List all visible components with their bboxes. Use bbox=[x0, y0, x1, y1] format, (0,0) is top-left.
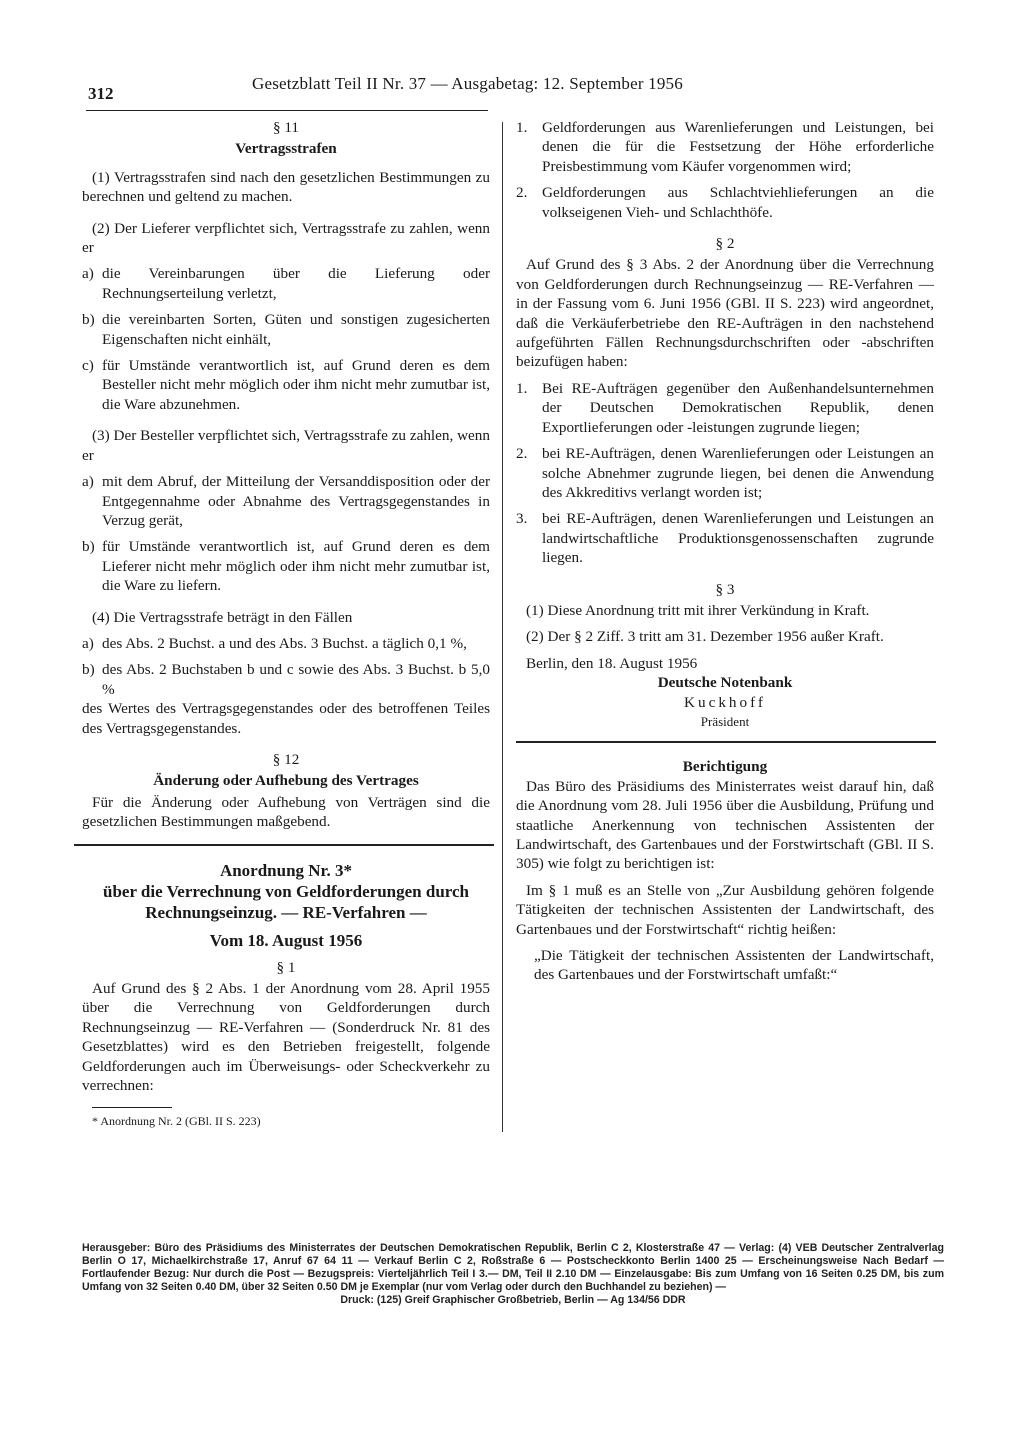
signer-name: Kuckhoff bbox=[684, 693, 766, 711]
item-label: 1. bbox=[516, 119, 528, 136]
item-label: a) bbox=[82, 473, 94, 491]
item-text: die Vereinbarungen über die Lieferung oder Rechnungserteilung verletzt, bbox=[102, 265, 490, 302]
list-item bbox=[82, 310, 490, 349]
ordinance-subtitle: über die Verrechnung von Geldforderungen durch Rechnungseinzug. — RE-Verfahren — bbox=[102, 881, 470, 922]
ordinance-section-1-number: § 1 bbox=[276, 958, 296, 976]
item-label: 2. bbox=[516, 445, 528, 463]
section-11-number: § 11 bbox=[272, 119, 299, 136]
impressum bbox=[82, 1242, 944, 1307]
correction-paragraph-1: Das Büro des Präsidiums des Ministerrates weist darauf hin, daß die Anordnung vom 28. Juli 1956 über die Ausbildung, Prüfung und staatliche Anerkennung von technischen Assistenten der Landwirtschaft, des Gartenbaues und der Forstwirtschaft (GBl. II S. 305) wie folgt zu berichtigen ist: bbox=[516, 777, 934, 873]
section-divider bbox=[74, 844, 494, 846]
section-12-title: Änderung oder Aufhebung des Vertrages bbox=[153, 772, 419, 790]
impressum-print-note: Druck: (125) Greif Graphischer Großbetrieb, Berlin — Ag 134/56 DDR bbox=[340, 1294, 686, 1306]
correction-quote: „Die Tätigkeit der technischen Assistenten der Landwirtschaft, des Gartenbaues und der Forstwirtschaft umfaßt:“ bbox=[534, 947, 934, 984]
right-column bbox=[516, 118, 934, 985]
item-label: a) bbox=[82, 265, 94, 283]
correction-title: Berichtigung bbox=[682, 758, 768, 776]
item-text: Geldforderungen aus Warenlieferungen und Leistungen, bei denen die für die Festsetzung der Höhe erforderliche Preisbestimmung vom Käufer vorgenommen wird; bbox=[542, 119, 934, 175]
ordinance-section-1-text: Auf Grund des § 2 Abs. 1 der Anordnung vom 28. April 1955 über die Verrechnung von Geldforderungen durch Rechnungseinzug — RE-Verfahren — (Sonderdruck Nr. 81 des Gesetzblattes) wird es den Betrieben freigestellt, folgende Geldforderungen auch im Überweisungs- oder Scheckverkehr zu verrechnen: bbox=[82, 980, 490, 1095]
item-label: b) bbox=[82, 538, 95, 556]
item-text: Geldforderungen aus Schlachtviehlieferungen an die volkseigenen Vieh- und Schlachthöfe. bbox=[542, 184, 934, 221]
header-rule bbox=[86, 110, 488, 111]
item-label: b) bbox=[82, 661, 95, 679]
footnote-rule bbox=[92, 1107, 172, 1108]
list-item bbox=[516, 509, 934, 567]
item-text: des Abs. 2 Buchstaben b und c sowie des Abs. 3 Buchst. b 5,0 % bbox=[102, 661, 490, 698]
list-item bbox=[82, 537, 490, 595]
column-divider bbox=[502, 122, 503, 1132]
item-text: die vereinbarten Sorten, Güten und sonstigen zugesicherten Eigenschaften nicht einhält, bbox=[102, 311, 490, 348]
item-label: 1. bbox=[516, 379, 528, 397]
impressum-text: Herausgeber: Büro des Präsidiums des Ministerrates der Deutschen Demokratischen Republik, Berlin C 2, Klosterstraße 47 — Verlag: (4) VEB Deutscher Zentralverlag Berlin O 17, Michaelkirchstraße 17, Anruf 67 64 11 — Verkauf Berlin C 2, Roßstraße 6 — Postscheckkonto Berlin 1400 25 — Erscheinungsweise Nach Bedarf — Fortlaufender Bezug: Nur durch die Post — Bezugspreis: Vierteljährlich Teil I 3.— DM, Teil II 2.10 DM — Einzelausgabe: Bis zum Umfang von 16 Seiten 0.25 DM, bis zum Umfang von 32 Seiten 0.40 DM, über 32 Seiten 0.50 DM je Exemplar (nur vom Verlag oder durch den Buchhandel zu beziehen) — bbox=[82, 1242, 944, 1293]
ordinance-date: Vom 18. August 1956 bbox=[209, 930, 363, 950]
section-11-paragraph-3-intro: (3) Der Besteller verpflichtet sich, Vertragsstrafe zu zahlen, wenn er bbox=[82, 427, 490, 464]
list-item bbox=[516, 118, 934, 176]
section-3-paragraph-2: (2) Der § 2 Ziff. 3 tritt am 31. Dezember 1956 außer Kraft. bbox=[526, 628, 884, 646]
item-label: a) bbox=[82, 634, 94, 652]
list-item bbox=[82, 356, 490, 414]
section-2-text: Auf Grund des § 3 Abs. 2 der Anordnung über die Verrechnung von Geldforderungen durch Rechnungseinzug — RE-Verfahren — in der Fassung vom 6. Juni 1956 (GBl. II S. 223) wird angeordnet, daß die Verkäuferbetriebe den RE-Aufträgen in den nachstehend aufgeführten Fällen Rechnungsdurchschriften oder -abschriften beizufügen haben: bbox=[516, 256, 934, 371]
section-3-number: § 3 bbox=[715, 580, 735, 598]
section-2-number: § 2 bbox=[715, 235, 735, 253]
section-11-title: Vertragsstrafen bbox=[235, 140, 337, 158]
page-number: 312 bbox=[88, 84, 114, 103]
list-item bbox=[82, 634, 490, 653]
running-head: Gesetzblatt Teil II Nr. 37 — Ausgabetag: 12. September 1956 bbox=[252, 74, 683, 93]
item-text: für Umstände verantwortlich ist, auf Grund deren es dem Besteller nicht mehr möglich oder ihm nicht mehr zumutbar ist, die Ware abzunehmen. bbox=[102, 357, 490, 413]
section-3-paragraph-1: (1) Diese Anordnung tritt mit ihrer Verkündung in Kraft. bbox=[526, 601, 870, 619]
item-text: bei RE-Aufträgen, denen Warenlieferungen oder Leistungen an solche Abnehmer zugrunde liegen, bei denen die Anwendung des Akkreditivs verlangt worden ist; bbox=[542, 445, 934, 501]
section-11-paragraph-1: (1) Vertragsstrafen sind nach den gesetzlichen Bestimmungen zu berechnen und geltend zu machen. bbox=[82, 168, 490, 206]
signer-organization: Deutsche Notenbank bbox=[657, 674, 793, 692]
item-label: c) bbox=[82, 357, 94, 375]
list-item bbox=[82, 472, 490, 530]
section-11-paragraph-2-intro: (2) Der Lieferer verpflichtet sich, Vertragsstrafe zu zahlen, wenn er bbox=[82, 219, 490, 257]
item-text: mit dem Abruf, der Mitteilung der Versanddisposition oder der Entgegennahme oder Abnahme des Vertragsgegenstandes in Verzug gerät, bbox=[102, 473, 490, 529]
ordinance-title: Anordnung Nr. 3* bbox=[219, 860, 353, 880]
section-11-paragraph-4-outro: des Wertes des Vertragsgegenstandes oder des betroffenen Teiles des Vertragsgegenstandes. bbox=[82, 700, 490, 737]
left-column bbox=[82, 118, 490, 1132]
list-item bbox=[82, 264, 490, 303]
section-11-paragraph-4-intro: (4) Die Vertragsstrafe beträgt in den Fällen bbox=[92, 608, 353, 626]
item-label: 2. bbox=[516, 184, 528, 202]
footnote: * Anordnung Nr. 2 (GBl. II S. 223) bbox=[92, 1114, 261, 1129]
list-item bbox=[516, 379, 934, 437]
item-text: bei RE-Aufträgen, denen Warenlieferungen und Leistungen an landwirtschaftliche Produktionsgenossenschaften zugrunde liegen. bbox=[542, 510, 934, 567]
item-label: 3. bbox=[516, 510, 528, 528]
signer-title: Präsident bbox=[700, 713, 750, 729]
section-12-number: § 12 bbox=[272, 750, 300, 768]
list-item bbox=[516, 183, 934, 222]
place-date: Berlin, den 18. August 1956 bbox=[526, 654, 698, 672]
item-label: b) bbox=[82, 311, 95, 329]
list-item bbox=[516, 444, 934, 502]
list-item bbox=[82, 660, 490, 699]
item-text: des Abs. 2 Buchst. a und des Abs. 3 Buchst. a täglich 0,1 %, bbox=[102, 634, 467, 652]
section-12-text: Für die Änderung oder Aufhebung von Verträgen sind die gesetzlichen Bestimmungen maßgebend. bbox=[82, 793, 490, 831]
correction-paragraph-2: Im § 1 muß es an Stelle von „Zur Ausbildung gehören folgende Tätigkeiten der technischen Assistenten der Landwirtschaft, des Gartenbaues und der Forstwirtschaft“ richtig heißen: bbox=[516, 881, 934, 938]
item-text: Bei RE-Aufträgen gegenüber den Außenhandelsunternehmen der Deutschen Demokratischen Republik, denen Exportlieferungen oder -leistungen zugrunde liegen; bbox=[542, 379, 934, 436]
item-text: für Umstände verantwortlich ist, auf Grund deren es dem Lieferer nicht mehr möglich oder ihm nicht mehr zumutbar ist, die Ware zu liefern. bbox=[102, 538, 490, 595]
section-divider bbox=[516, 741, 936, 743]
